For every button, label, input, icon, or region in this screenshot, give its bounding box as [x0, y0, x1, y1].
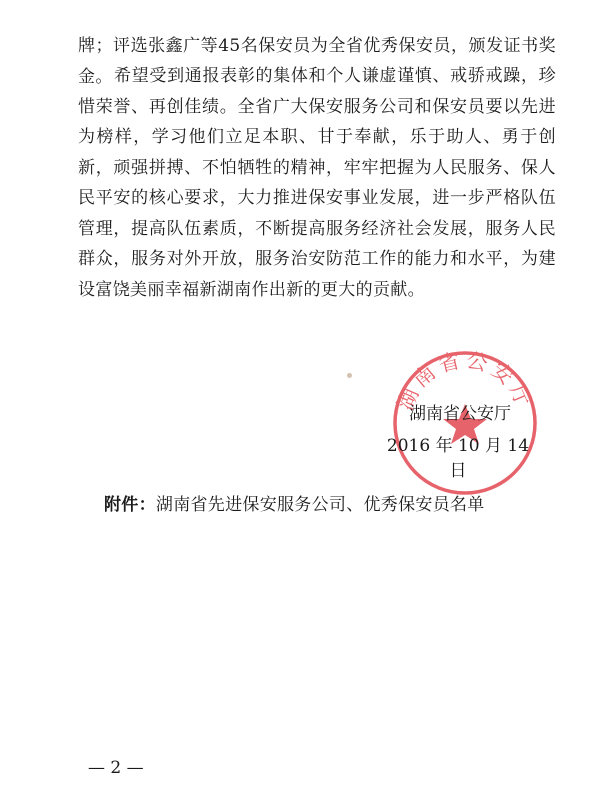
- signature-date: 2016 年 10 月 14 日: [386, 436, 530, 481]
- attachment-line: [104, 490, 485, 515]
- body-paragraph-1: 牌；评选张鑫广等45名保安员为全省优秀保安员，颁发证书奖金。: [78, 36, 556, 87]
- body-paragraph-2: 希望受到通报表彰的集体和个人谦虚谨慎、戒骄戒躁，珍惜荣誉、再创佳绩。全省广大保安服务公司和保安员要以先进为榜样，学习他们立足本职、甘于奉献，乐于助人、勇于创新，顽强拼搏、不怕牺牲的精神，牢牢把握为人民服务、保人民平安的核心要求，大力推进保安事业发展，进一步严格队伍管理，提高队伍素质，不断提高服务经济社会发展，服务人民群众，服务对外开放，服务治安防范工作的能力和水平，为建设富饶美丽幸福新湖南作出新的更大的贡献。: [78, 66, 556, 300]
- attachment-text: 湖南省先进保安服务公司、优秀保安员名单: [155, 495, 485, 515]
- attachment-label: 附件：: [104, 495, 156, 515]
- page-number: — 2 —: [88, 758, 144, 778]
- seal-text: 湖南省公安厅: [393, 348, 537, 414]
- signature-organization: 湖南省公安厅: [409, 404, 511, 424]
- ink-speck: [347, 373, 352, 378]
